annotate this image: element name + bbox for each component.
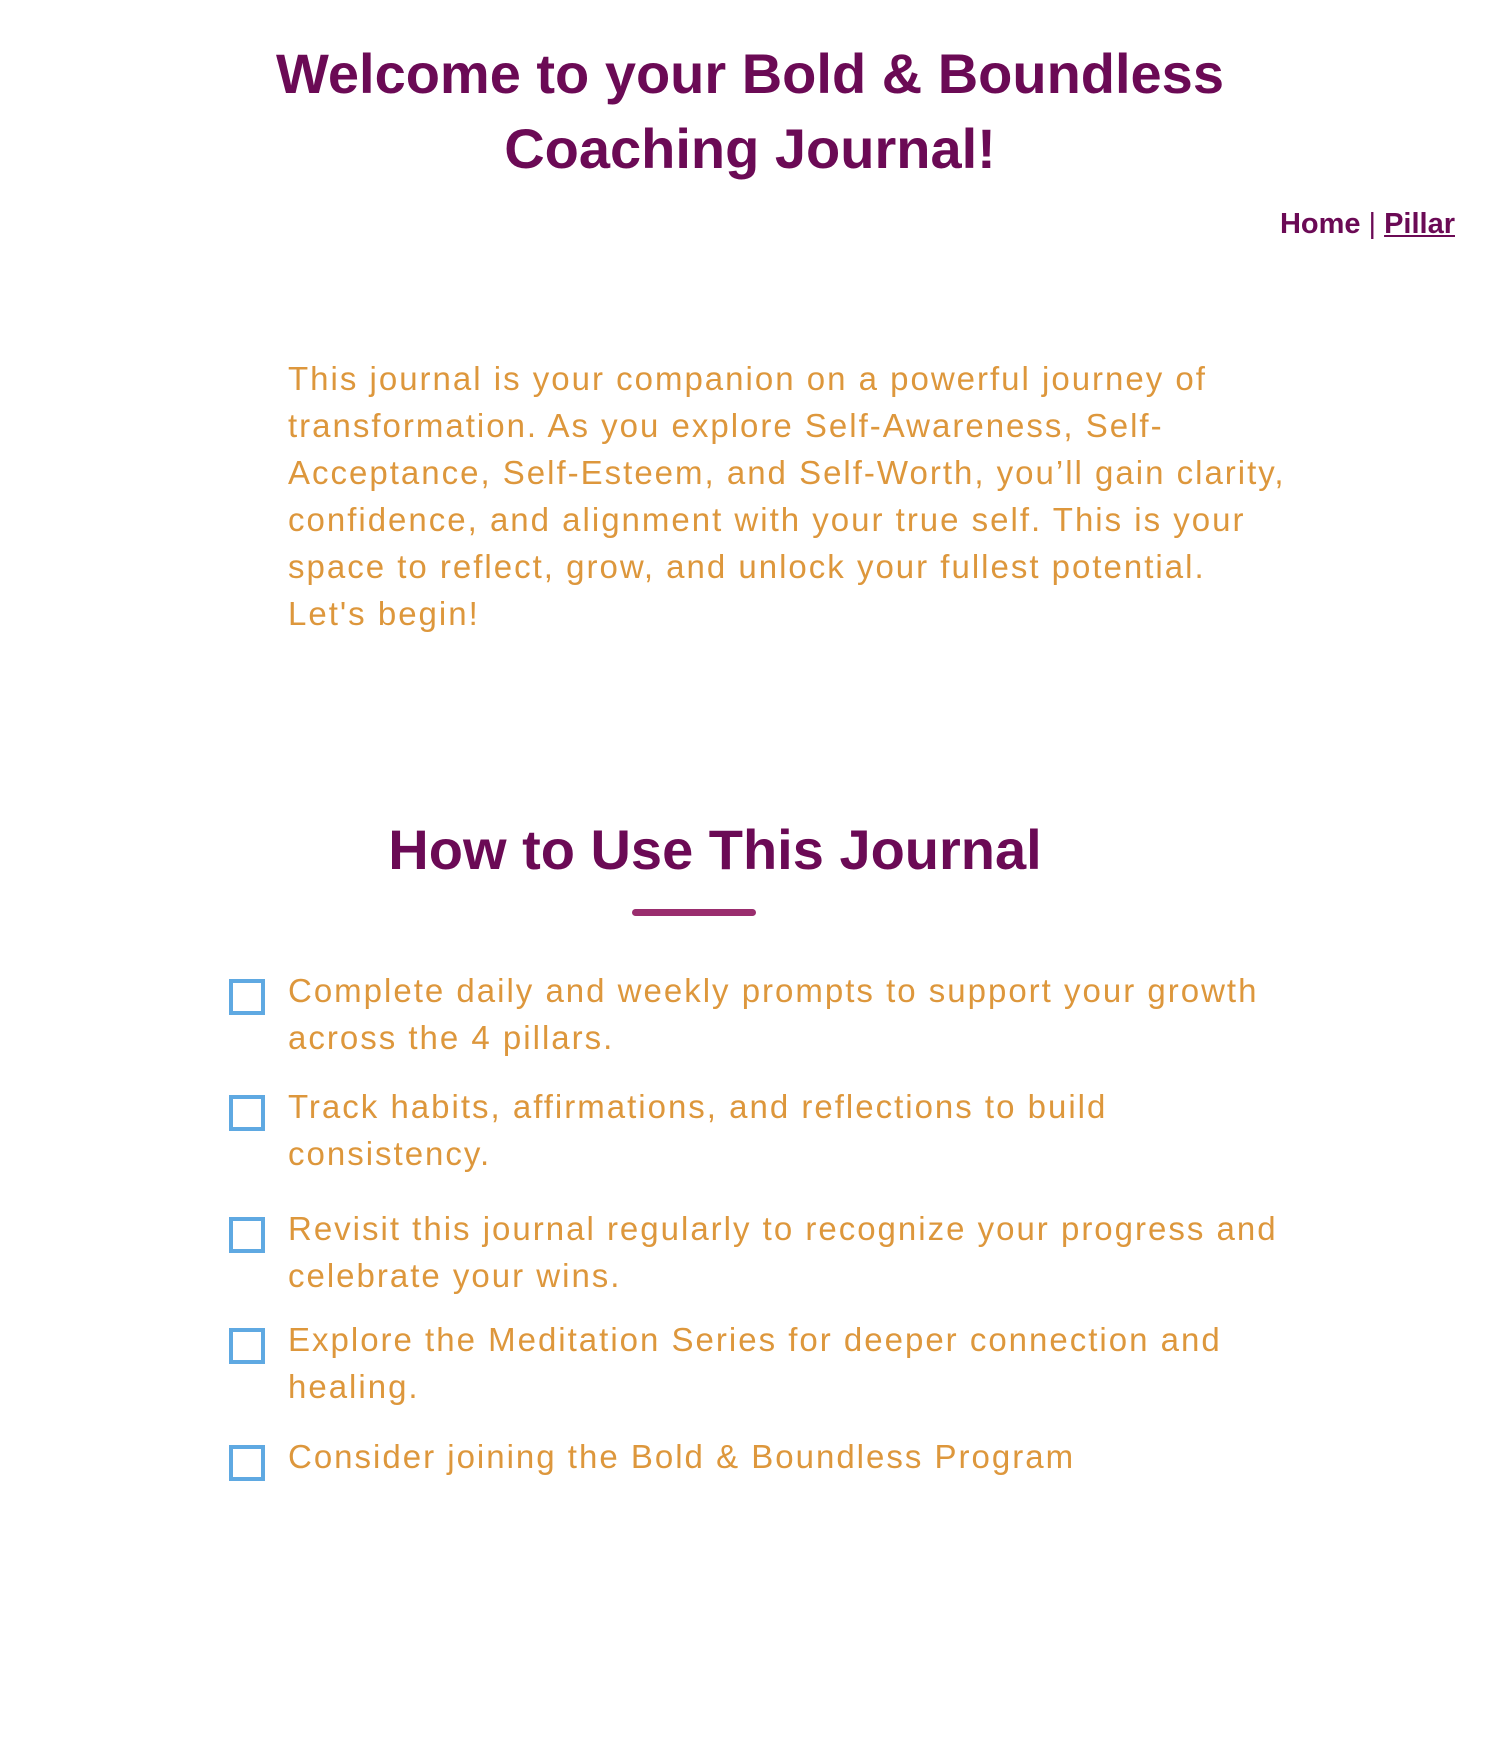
nav-separator: | [1368,208,1377,240]
checkbox[interactable] [229,1445,265,1481]
checklist-item-text: Revisit this journal regularly to recognize your progress and celebrate your wins. [288,1210,1278,1294]
how-to-use-heading: How to Use This Journal [388,818,1042,881]
checklist-item-text: Complete daily and weekly prompts to support your growth across the 4 pillars. [288,972,1259,1056]
top-nav [1280,206,1455,242]
intro-paragraph: This journal is your companion on a powerful journey of transformation. As you explore Self-Awareness, Self-Acceptance, Self-Esteem, and Self-Worth, you’ll gain clarity, confidence, and alignment with your true self. This is your space to reflect, grow, and unlock your fullest potential. Let's begin! [288,360,1286,632]
checkbox[interactable] [229,1217,265,1253]
checkbox[interactable] [229,1095,265,1131]
checkbox[interactable] [229,1328,265,1364]
nav-home-link[interactable]: Home [1279,208,1361,240]
checklist-item-text: Track habits, affirmations, and reflections to build consistency. [288,1088,1108,1172]
page-title: Welcome to your Bold & Boundless Coaching Journal! [276,42,1224,180]
checkbox[interactable] [229,979,265,1015]
checklist-item-text: Consider joining the Bold & Boundless Program [288,1438,1076,1475]
nav-pillar-link[interactable]: Pillar [1384,208,1455,240]
heading-underline [632,909,756,916]
checklist-item-text: Explore the Meditation Series for deeper connection and healing. [288,1321,1222,1405]
